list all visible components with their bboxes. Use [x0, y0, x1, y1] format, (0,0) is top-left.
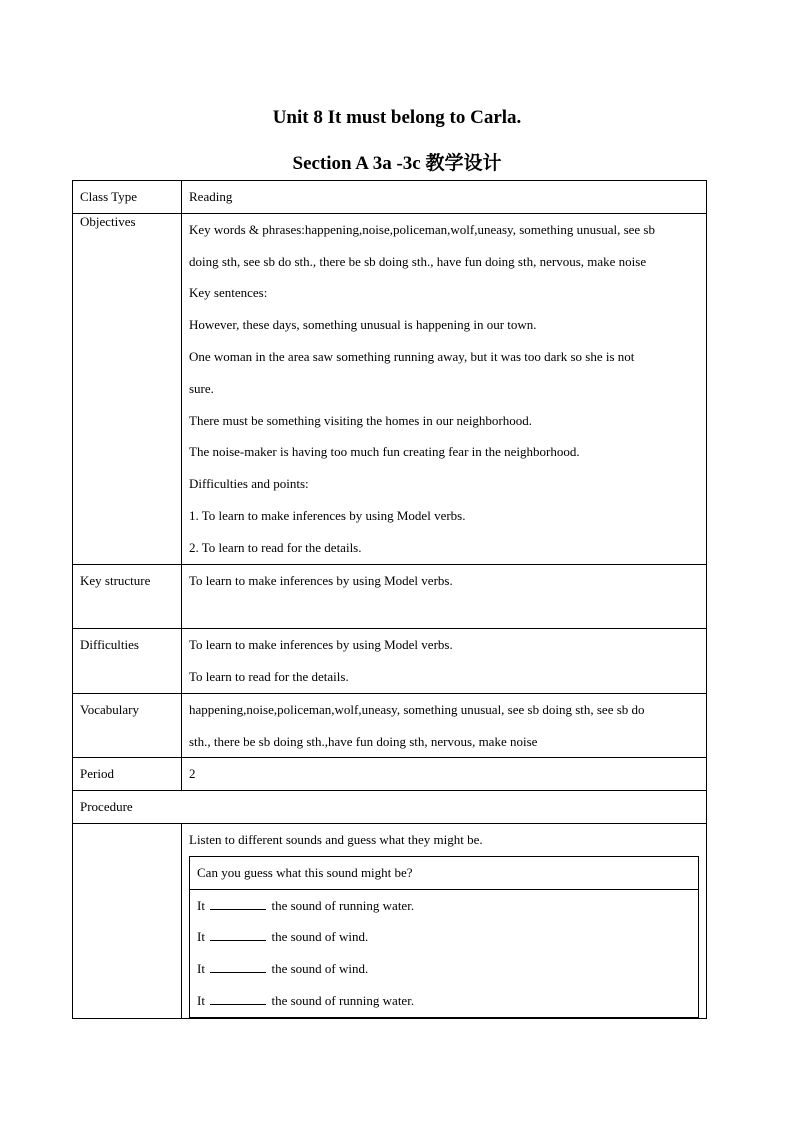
- guess-item: It the sound of running water.: [197, 897, 415, 913]
- row-vocabulary: [73, 693, 707, 758]
- period-value: 2: [189, 766, 196, 782]
- difficulties-label: Difficulties: [80, 637, 139, 653]
- row-objectives: [73, 213, 707, 564]
- answer-blank[interactable]: [210, 897, 266, 910]
- objectives-line: sure.: [189, 380, 214, 396]
- objectives-line: However, these days, something unusual is happening in our town.: [189, 317, 537, 333]
- row-key-structure: [73, 564, 707, 629]
- guess-item: It the sound of wind.: [197, 961, 369, 977]
- guess-question: Can you guess what this sound might be?: [197, 864, 413, 880]
- difficulties-line: To learn to read for the details.: [189, 668, 349, 684]
- row-activity: [73, 823, 707, 1018]
- objectives-line: Key words & phrases:happening,noise,policeman,wolf,uneasy, something unusual, see sb: [189, 221, 655, 237]
- objectives-line: Difficulties and points:: [189, 476, 309, 492]
- document-title: Unit 8 It must belong to Carla.: [272, 107, 522, 128]
- activity-intro: Listen to different sounds and guess what they might be.: [189, 831, 483, 847]
- vocabulary-line: happening,noise,policeman,wolf,uneasy, something unusual, see sb doing sth, see sb do: [189, 701, 645, 717]
- objectives-label: Objectives: [80, 213, 136, 229]
- guess-item: It the sound of running water.: [197, 992, 415, 1008]
- objectives-line: The noise-maker is having too much fun creating fear in the neighborhood.: [189, 444, 580, 460]
- guess-sound-box: [189, 856, 699, 1018]
- period-label: Period: [80, 766, 114, 782]
- class-type-label: Class Type: [80, 189, 137, 204]
- objectives-line: One woman in the area saw something running away, but it was too dark so she is not: [189, 348, 635, 364]
- difficulties-line: To learn to make inferences by using Model verbs.: [189, 637, 453, 653]
- objectives-line: 1. To learn to make inferences by using Model verbs.: [189, 507, 466, 523]
- row-period: [73, 758, 707, 791]
- guess-item: It the sound of wind.: [197, 929, 369, 945]
- procedure-label: Procedure: [80, 799, 133, 815]
- class-type-value: Reading: [189, 189, 233, 204]
- objectives-line: Key sentences:: [189, 285, 268, 301]
- row-class-type: [73, 181, 707, 214]
- row-procedure: [73, 791, 707, 824]
- key-structure-label: Key structure: [80, 572, 151, 588]
- document-subtitle: Section A 3a -3c 教学设计: [292, 153, 502, 174]
- vocabulary-line: sth., there be sb doing sth.,have fun doing sth, nervous, make noise: [189, 733, 538, 749]
- vocabulary-label: Vocabulary: [80, 701, 139, 717]
- answer-blank[interactable]: [210, 960, 266, 973]
- objectives-line: 2. To learn to read for the details.: [189, 539, 362, 555]
- answer-blank[interactable]: [210, 992, 266, 1005]
- objectives-line: There must be something visiting the homes in our neighborhood.: [189, 412, 533, 428]
- objectives-line: doing sth, see sb do sth., there be sb doing sth., have fun doing sth, nervous, make noise: [189, 253, 647, 269]
- key-structure-value: To learn to make inferences by using Model verbs.: [189, 572, 453, 588]
- answer-blank[interactable]: [210, 928, 266, 941]
- lesson-plan-table: [72, 180, 707, 1019]
- row-difficulties: [73, 629, 707, 694]
